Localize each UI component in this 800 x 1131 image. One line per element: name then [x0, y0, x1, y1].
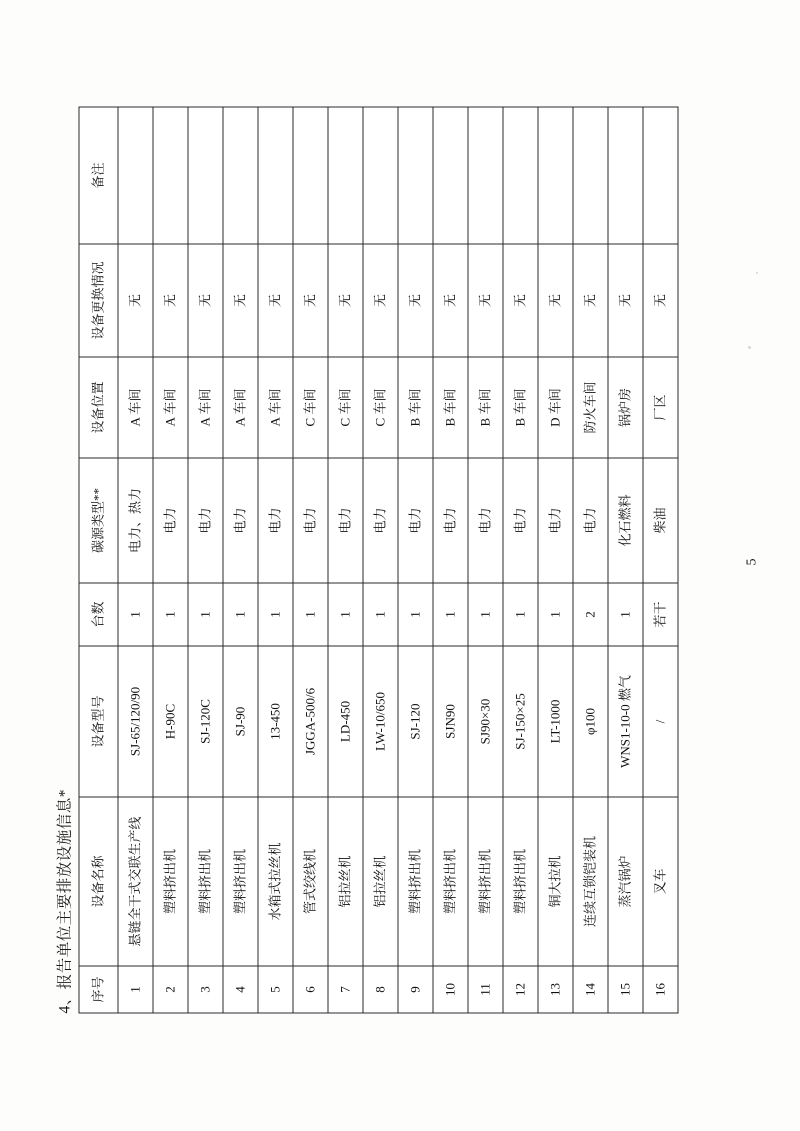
cell-replacement: 无	[363, 244, 398, 357]
cell-note	[538, 107, 573, 244]
table-row	[608, 107, 643, 1013]
cell-index: 2	[153, 966, 188, 1013]
cell-quantity: 1	[363, 583, 398, 646]
cell-energy: 电力	[363, 458, 398, 583]
header-name: 设备名称	[79, 797, 118, 966]
cell-name: 蒸汽锅炉	[608, 797, 643, 966]
cell-model: WNS1-10-0 燃气	[608, 646, 643, 797]
cell-index: 14	[573, 966, 608, 1013]
cell-index: 5	[258, 966, 293, 1013]
cell-model: /	[643, 646, 678, 797]
table-row	[538, 107, 573, 1013]
cell-name: 水箱式拉丝机	[258, 797, 293, 966]
cell-energy: 电力	[573, 458, 608, 583]
cell-model: LD-450	[328, 646, 363, 797]
table-row	[153, 107, 188, 1013]
cell-note	[433, 107, 468, 244]
table-row	[398, 107, 433, 1013]
cell-quantity: 1	[293, 583, 328, 646]
cell-energy: 电力	[433, 458, 468, 583]
cell-replacement: 无	[503, 244, 538, 357]
cell-model: LT-1000	[538, 646, 573, 797]
cell-name: 管式绞线机	[293, 797, 328, 966]
table-row	[258, 107, 293, 1013]
cell-model: SJ-150×25	[503, 646, 538, 797]
header-quantity: 台数	[79, 583, 118, 646]
cell-location: A 车间	[258, 357, 293, 458]
cell-model: SJ90×30	[468, 646, 503, 797]
table-row	[363, 107, 398, 1013]
cell-quantity: 1	[398, 583, 433, 646]
cell-index: 6	[293, 966, 328, 1013]
cell-replacement: 无	[153, 244, 188, 357]
cell-energy: 电力、热力	[118, 458, 153, 583]
cell-note	[643, 107, 678, 244]
cell-quantity: 2	[573, 583, 608, 646]
header-location: 设备位置	[79, 357, 118, 458]
cell-note	[188, 107, 223, 244]
cell-energy: 化石燃料	[608, 458, 643, 583]
cell-note	[503, 107, 538, 244]
cell-model: 13-450	[258, 646, 293, 797]
cell-quantity: 1	[153, 583, 188, 646]
facility-table	[78, 106, 678, 1013]
cell-name: 铜大拉机	[538, 797, 573, 966]
cell-energy: 电力	[538, 458, 573, 583]
cell-energy: 电力	[223, 458, 258, 583]
cell-note	[293, 107, 328, 244]
cell-replacement: 无	[433, 244, 468, 357]
cell-model: H-90C	[153, 646, 188, 797]
page-number: 5	[744, 558, 759, 565]
cell-energy: 电力	[503, 458, 538, 583]
cell-energy: 电力	[293, 458, 328, 583]
cell-note	[363, 107, 398, 244]
cell-location: C 车间	[363, 357, 398, 458]
header-energy: 碳源类型**	[79, 458, 118, 583]
cell-model: SJ-90	[223, 646, 258, 797]
cell-name: 塑料挤出机	[433, 797, 468, 966]
cell-note	[573, 107, 608, 244]
cell-name: 塑料挤出机	[153, 797, 188, 966]
cell-model: LW-10/650	[363, 646, 398, 797]
header-index: 序号	[79, 966, 118, 1013]
cell-replacement: 无	[573, 244, 608, 357]
header-replacement: 设备更换情况	[79, 244, 118, 357]
cell-model: SJN90	[433, 646, 468, 797]
cell-note	[608, 107, 643, 244]
cell-index: 10	[433, 966, 468, 1013]
cell-note	[398, 107, 433, 244]
cell-quantity: 1	[468, 583, 503, 646]
cell-quantity: 1	[503, 583, 538, 646]
cell-note	[118, 107, 153, 244]
cell-quantity: 1	[608, 583, 643, 646]
cell-replacement: 无	[223, 244, 258, 357]
cell-energy: 电力	[468, 458, 503, 583]
cell-location: 防火车间	[573, 357, 608, 458]
cell-location: B 车间	[468, 357, 503, 458]
cell-replacement: 无	[258, 244, 293, 357]
cell-replacement: 无	[538, 244, 573, 357]
cell-energy: 电力	[258, 458, 293, 583]
cell-note	[468, 107, 503, 244]
cell-location: 锅炉房	[608, 357, 643, 458]
table-row	[118, 107, 153, 1013]
cell-index: 8	[363, 966, 398, 1013]
table-row	[503, 107, 538, 1013]
cell-energy: 电力	[398, 458, 433, 583]
cell-location: B 车间	[503, 357, 538, 458]
table-body	[118, 107, 678, 1013]
cell-location: A 车间	[153, 357, 188, 458]
cell-name: 塑料挤出机	[223, 797, 258, 966]
cell-name: 连续互锁铠装机	[573, 797, 608, 966]
cell-note	[153, 107, 188, 244]
cell-replacement: 无	[118, 244, 153, 357]
header-note: 备注	[79, 107, 118, 244]
cell-replacement: 无	[608, 244, 643, 357]
cell-index: 13	[538, 966, 573, 1013]
cell-index: 4	[223, 966, 258, 1013]
table-row	[573, 107, 608, 1013]
cell-quantity: 1	[118, 583, 153, 646]
cell-replacement: 无	[328, 244, 363, 357]
cell-energy: 柴油	[643, 458, 678, 583]
table-row	[328, 107, 363, 1013]
cell-energy: 电力	[328, 458, 363, 583]
cell-location: A 车间	[118, 357, 153, 458]
cell-name: 铝拉丝机	[328, 797, 363, 966]
cell-energy: 电力	[153, 458, 188, 583]
table-row	[188, 107, 223, 1013]
table-row	[468, 107, 503, 1013]
cell-model: φ100	[573, 646, 608, 797]
table-row	[223, 107, 258, 1013]
cell-location: D 车间	[538, 357, 573, 458]
cell-replacement: 无	[643, 244, 678, 357]
cell-energy: 电力	[188, 458, 223, 583]
cell-index: 1	[118, 966, 153, 1013]
table-row	[643, 107, 678, 1013]
cell-quantity: 1	[538, 583, 573, 646]
cell-index: 16	[643, 966, 678, 1013]
cell-location: 厂区	[643, 357, 678, 458]
cell-name: 塑料挤出机	[468, 797, 503, 966]
cell-index: 15	[608, 966, 643, 1013]
cell-note	[328, 107, 363, 244]
cell-location: C 车间	[293, 357, 328, 458]
cell-replacement: 无	[398, 244, 433, 357]
cell-index: 3	[188, 966, 223, 1013]
cell-model: SJ-65/120/90	[118, 646, 153, 797]
cell-model: JGGA-500/6	[293, 646, 328, 797]
cell-location: A 车间	[188, 357, 223, 458]
table-header-row	[79, 107, 118, 1013]
cell-quantity: 1	[433, 583, 468, 646]
cell-location: C 车间	[328, 357, 363, 458]
section-title: 4、报告单位主要排放设施信息*	[56, 788, 73, 1013]
cell-model: SJ-120	[398, 646, 433, 797]
cell-quantity: 若干	[643, 583, 678, 646]
cell-index: 7	[328, 966, 363, 1013]
cell-quantity: 1	[188, 583, 223, 646]
cell-location: A 车间	[223, 357, 258, 458]
cell-name: 塑料挤出机	[188, 797, 223, 966]
cell-quantity: 1	[223, 583, 258, 646]
cell-name: 铝拉丝机	[363, 797, 398, 966]
cell-name: 叉车	[643, 797, 678, 966]
cell-replacement: 无	[188, 244, 223, 357]
cell-index: 9	[398, 966, 433, 1013]
cell-location: B 车间	[433, 357, 468, 458]
cell-replacement: 无	[468, 244, 503, 357]
header-model: 设备型号	[79, 646, 118, 797]
cell-note	[258, 107, 293, 244]
cell-location: B 车间	[398, 357, 433, 458]
cell-quantity: 1	[258, 583, 293, 646]
cell-name: 悬链全干式交联生产线	[118, 797, 153, 966]
table-row	[433, 107, 468, 1013]
cell-model: SJ-120C	[188, 646, 223, 797]
cell-name: 塑料挤出机	[503, 797, 538, 966]
cell-note	[223, 107, 258, 244]
cell-name: 塑料挤出机	[398, 797, 433, 966]
cell-index: 12	[503, 966, 538, 1013]
cell-quantity: 1	[328, 583, 363, 646]
table-row	[293, 107, 328, 1013]
cell-index: 11	[468, 966, 503, 1013]
cell-replacement: 无	[293, 244, 328, 357]
